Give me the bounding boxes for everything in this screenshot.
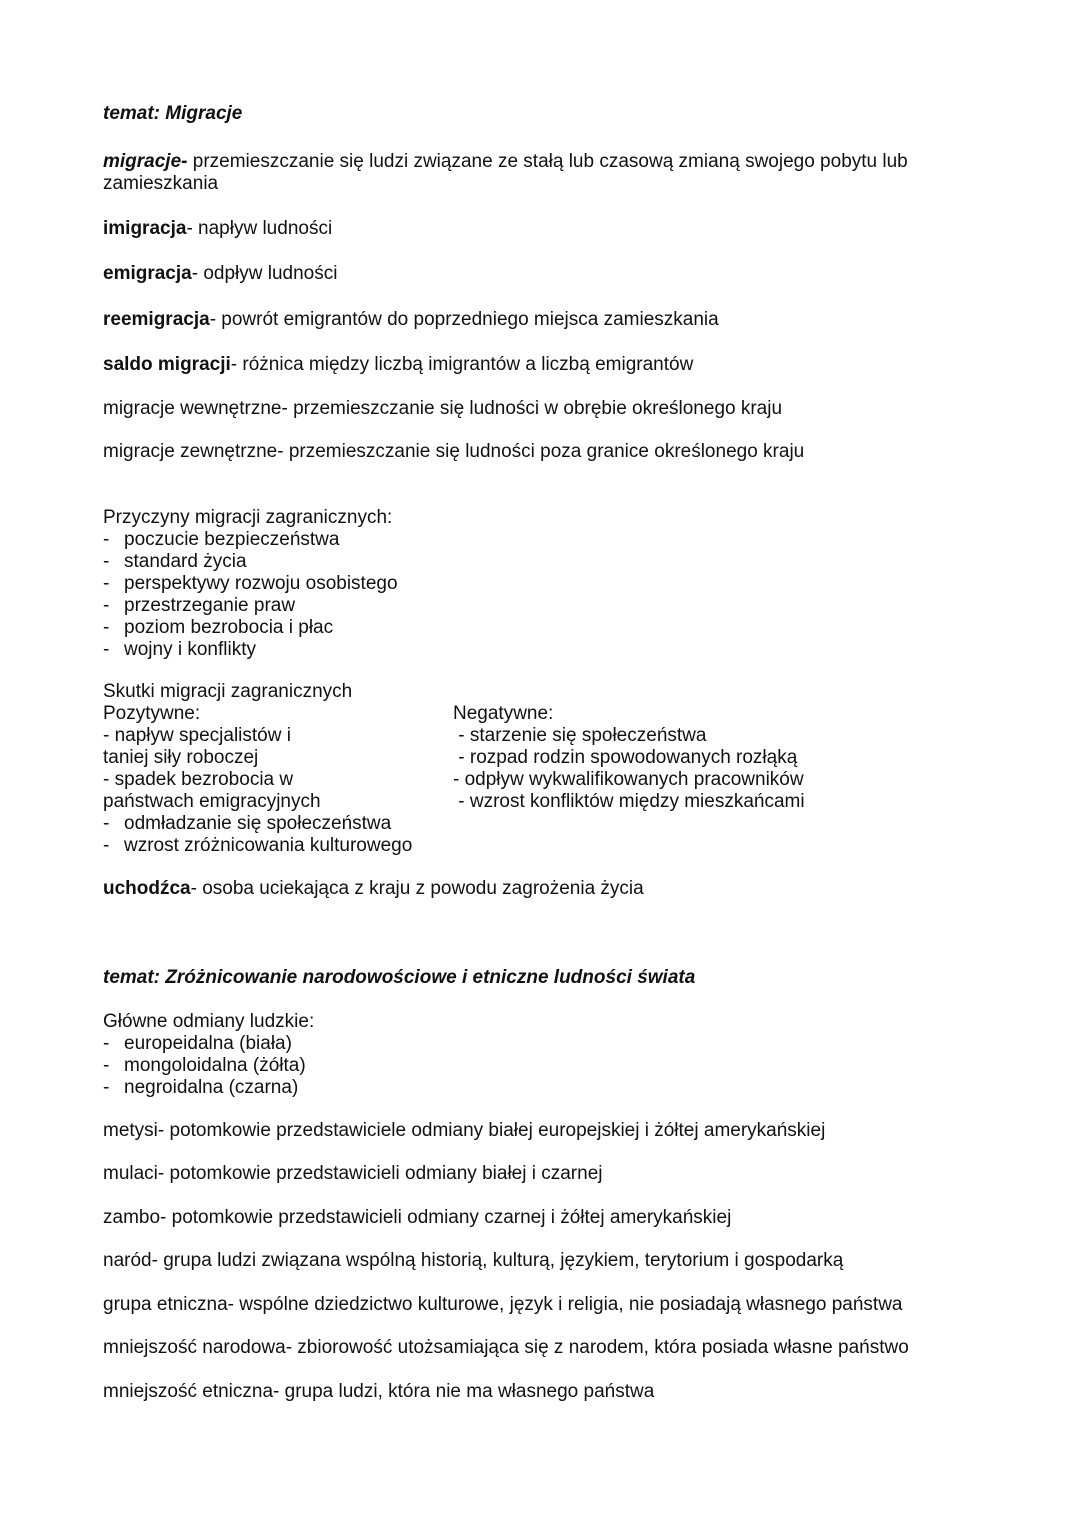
races-heading: Główne odmiany ludzkie: [103, 1011, 315, 1032]
positive-line: państwach emigracyjnych [103, 791, 321, 812]
effects-heading: Skutki migracji zagranicznych [103, 681, 353, 702]
definition-reemigracja [103, 309, 719, 331]
effects-negative-column [453, 703, 805, 813]
list-item: - przestrzeganie praw [103, 595, 398, 617]
races-list [103, 1033, 314, 1099]
positive-line: - napływ specjalistów i [103, 725, 291, 746]
definition-grupa-etniczna: grupa etniczna- wspólne dziedzictwo kulturowe, język i religia, nie posiadają własnego państwa [103, 1294, 903, 1315]
definition-emigracja [103, 263, 337, 285]
term: imigracja [103, 218, 187, 239]
races-block [103, 1011, 314, 1099]
definition-text: - napływ ludności [186, 218, 333, 239]
definition-text: - osoba uciekająca z kraju z powodu zagrożenia życia [190, 878, 644, 899]
definition-mniejszosc-etniczna: mniejszość etniczna- grupa ludzi, która nie ma własnego państwa [103, 1381, 655, 1402]
causes-heading: Przyczyny migracji zagranicznych: [103, 507, 393, 528]
definition-mulaci: mulaci- potomkowie przedstawicieli odmiany białej i czarnej [103, 1163, 603, 1184]
definition-metysi: metysi- potomkowie przedstawiciele odmiany białej europejskiej i żółtej amerykańskiej [103, 1120, 826, 1141]
term: saldo migracji [103, 354, 231, 375]
list-item: - negroidalna (czarna) [103, 1077, 314, 1099]
definition-zambo: zambo- potomkowie przedstawicieli odmiany czarnej i żółtej amerykańskiej [103, 1207, 732, 1228]
definition-migracje-zewnetrzne: migracje zewnętrzne- przemieszczanie się ludności poza granice określonego kraju [103, 441, 805, 462]
causes-block [103, 507, 398, 661]
negative-heading: Negatywne: [453, 703, 554, 724]
effects-positive-column [103, 703, 448, 857]
term: migracje- [103, 151, 188, 172]
positive-heading: Pozytywne: [103, 703, 201, 724]
definition-text: - powrót emigrantów do poprzedniego miejsca zamieszkania [209, 309, 719, 330]
term: emigracja [103, 263, 192, 284]
definition-uchodzca [103, 878, 644, 900]
definition-text: - odpływ ludności [191, 263, 338, 284]
list-item: - perspektywy rozwoju osobistego [103, 573, 398, 595]
definition-mniejszosc-narodowa: mniejszość narodowa- zbiorowość utożsamiająca się z narodem, która posiada własne państwo [103, 1337, 909, 1358]
definition-migracje-wewnetrzne: migracje wewnętrzne- przemieszczanie się ludności w obrębie określonego kraju [103, 398, 783, 419]
negative-line: - odpływ wykwalifikowanych pracowników [453, 769, 804, 790]
definition-text: - różnica między liczbą imigrantów a liczbą emigrantów [230, 354, 694, 375]
list-item: - europeidalna (biała) [103, 1033, 314, 1055]
definition-text: przemieszczanie się ludzi związane ze stałą lub czasową zmianą swojego pobytu lub zamieszkania [103, 151, 908, 194]
list-item: - mongoloidalna (żółta) [103, 1055, 314, 1077]
negative-line: - starzenie się społeczeństwa [453, 725, 707, 746]
causes-list [103, 529, 398, 661]
term: uchodźca [103, 878, 191, 899]
list-item: - wojny i konflikty [103, 639, 398, 661]
term: reemigracja [103, 309, 210, 330]
negative-line: - wzrost konfliktów między mieszkańcami [453, 791, 805, 812]
list-item: - wzrost zróżnicowania kulturowego [103, 835, 448, 857]
list-item: - standard życia [103, 551, 398, 573]
list-item: - poziom bezrobocia i płac [103, 617, 398, 639]
positive-list [103, 813, 448, 857]
section-title-migracje: temat: Migracje [103, 103, 243, 124]
section-title-zroznicowanie: temat: Zróżnicowanie narodowościowe i etniczne ludności świata [103, 967, 696, 988]
definition-migracje [103, 151, 983, 195]
definition-imigracja [103, 218, 332, 240]
definition-narod: naród- grupa ludzi związana wspólną historią, kulturą, językiem, terytorium i gospodarką [103, 1250, 844, 1271]
list-item: - odmładzanie się społeczeństwa [103, 813, 448, 835]
definition-saldo-migracji [103, 354, 693, 376]
negative-line: - rozpad rodzin spowodowanych rozłąką [453, 747, 798, 768]
positive-line: - spadek bezrobocia w [103, 769, 294, 790]
positive-line: taniej siły roboczej [103, 747, 259, 768]
list-item: - poczucie bezpieczeństwa [103, 529, 398, 551]
